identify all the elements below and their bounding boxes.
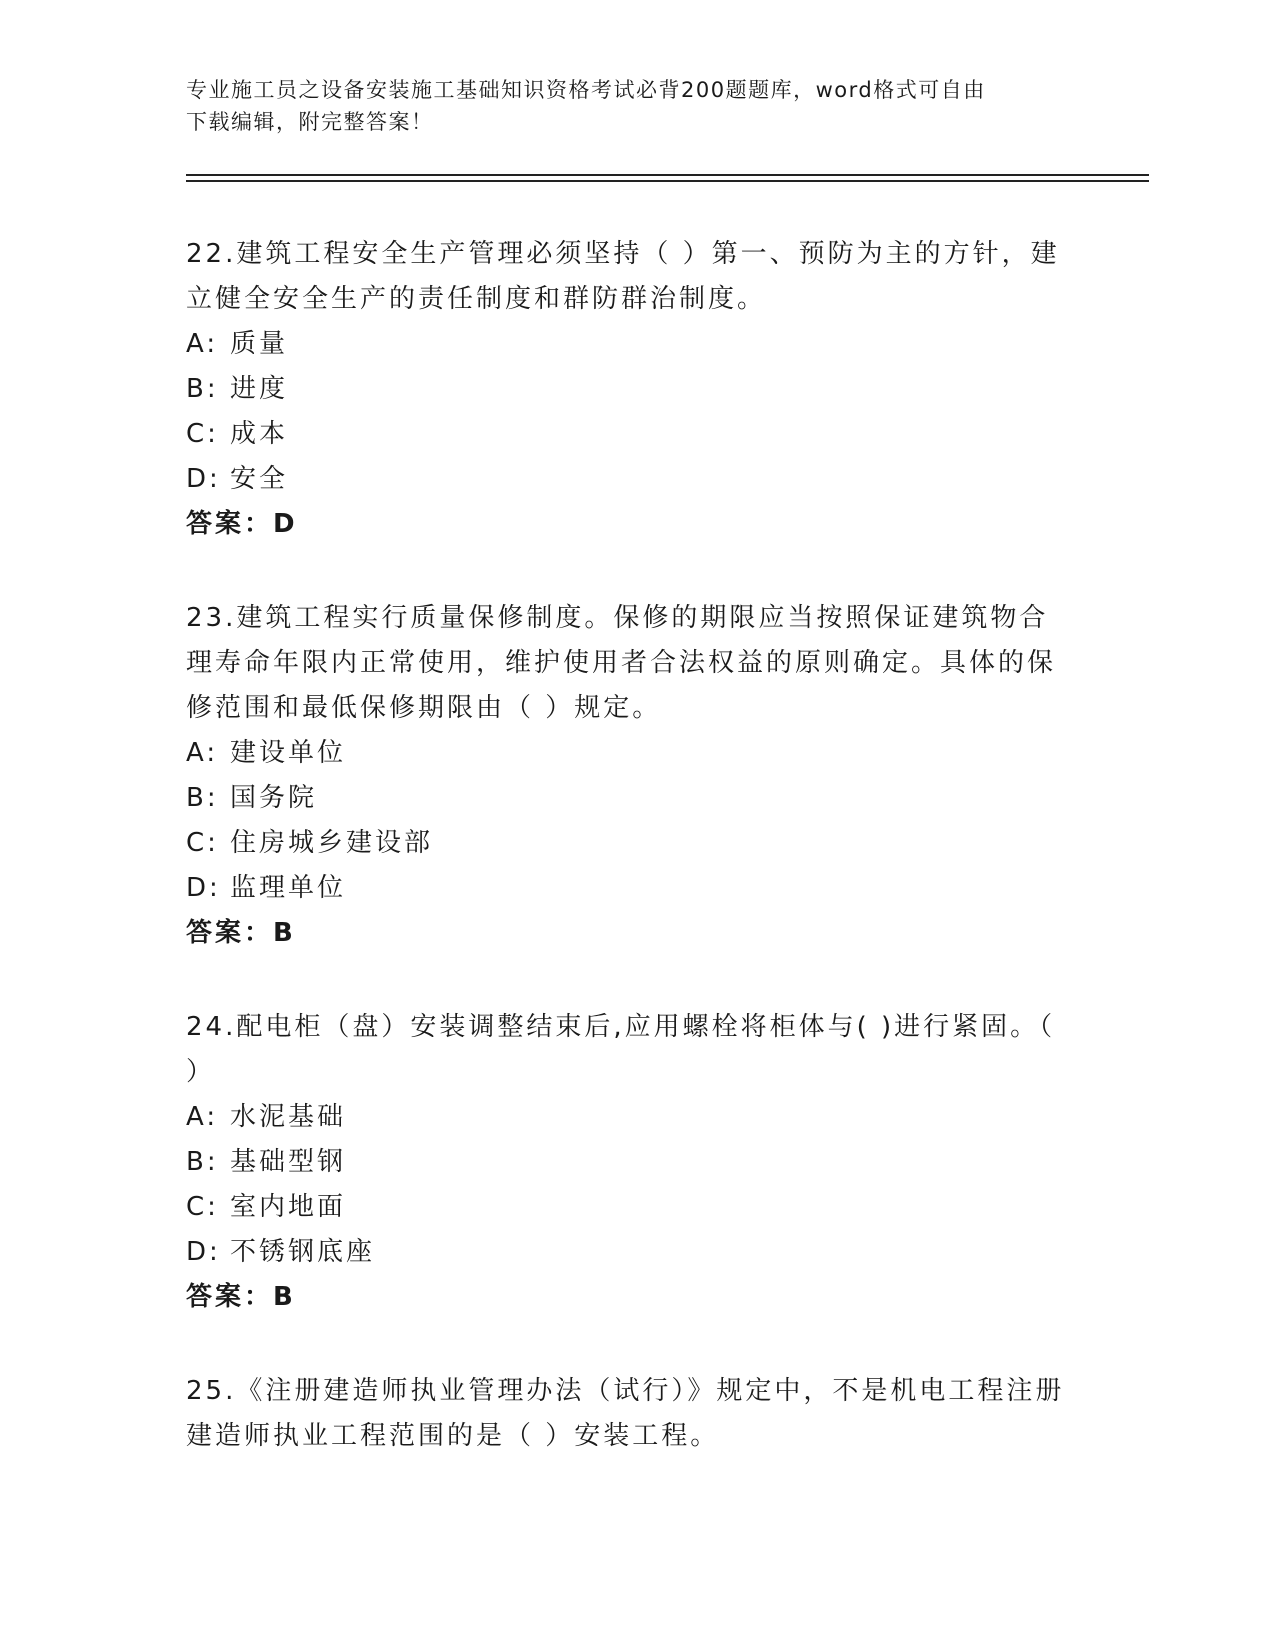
option-key: D: — [186, 464, 221, 494]
question-text: 22.建筑工程安全生产管理必须坚持（ ）第一、预防为主的方针，建立健全安全生产的责任制度和群防群治制度。 — [186, 239, 1060, 314]
answer-line: 答案：D — [186, 509, 298, 539]
question-text: 25.《注册建造师执业管理办法（试行）》规定中，不是机电工程注册建造师执业工程范围的是（ ）安装工程。 — [186, 1376, 1065, 1451]
option-key: C: — [186, 828, 219, 858]
option-b — [186, 1140, 1076, 1185]
option-c — [186, 1185, 1076, 1230]
option-text: 进度 — [230, 374, 289, 404]
option-text: 安全 — [230, 464, 289, 494]
question-text: 24.配电柜（盘）安装调整结束后,应用螺栓将柜体与( )进行紧固。（ ） — [186, 1012, 1056, 1087]
option-key: A: — [186, 1102, 219, 1132]
option-key: B: — [186, 1147, 219, 1177]
question-23 — [186, 596, 1076, 956]
question-24 — [186, 1005, 1076, 1320]
option-key: B: — [186, 374, 219, 404]
option-text: 建设单位 — [230, 738, 347, 768]
question-list — [186, 232, 1076, 1508]
question-text: 23.建筑工程实行质量保修制度。保修的期限应当按照保证建筑物合理寿命年限内正常使用，维护使用者合法权益的原则确定。具体的保修范围和最低保修期限由（ ）规定。 — [186, 603, 1057, 723]
option-key: C: — [186, 419, 219, 449]
option-text: 质量 — [230, 329, 289, 359]
option-text: 住房城乡建设部 — [230, 828, 434, 858]
header-rule-bottom — [186, 180, 1149, 182]
option-b — [186, 776, 1076, 821]
option-c — [186, 412, 1076, 457]
option-key: A: — [186, 329, 219, 359]
option-a — [186, 1095, 1076, 1140]
option-key: D: — [186, 873, 221, 903]
option-d — [186, 866, 1076, 911]
answer-line: 答案：B — [186, 1282, 296, 1312]
option-c — [186, 821, 1076, 866]
option-text: 成本 — [230, 419, 289, 449]
option-text: 室内地面 — [230, 1192, 347, 1222]
option-d — [186, 457, 1076, 502]
option-a — [186, 322, 1076, 367]
header-line-2: 下载编辑，附完整答案！ — [186, 110, 434, 134]
option-b — [186, 367, 1076, 412]
document-header — [186, 74, 1066, 138]
option-key: A: — [186, 738, 219, 768]
option-key: C: — [186, 1192, 219, 1222]
option-a — [186, 731, 1076, 776]
option-text: 监理单位 — [230, 873, 347, 903]
option-d — [186, 1230, 1076, 1275]
question-22 — [186, 232, 1076, 547]
option-text: 国务院 — [230, 783, 318, 813]
header-rule-top — [186, 174, 1149, 176]
option-text: 基础型钢 — [230, 1147, 347, 1177]
header-line-1: 专业施工员之设备安装施工基础知识资格考试必背200题题库，word格式可自由 — [186, 78, 986, 102]
option-key: D: — [186, 1237, 221, 1267]
option-text: 不锈钢底座 — [230, 1237, 376, 1267]
answer-line: 答案：B — [186, 918, 296, 948]
option-text: 水泥基础 — [230, 1102, 347, 1132]
question-25 — [186, 1369, 1076, 1459]
option-key: B: — [186, 783, 219, 813]
